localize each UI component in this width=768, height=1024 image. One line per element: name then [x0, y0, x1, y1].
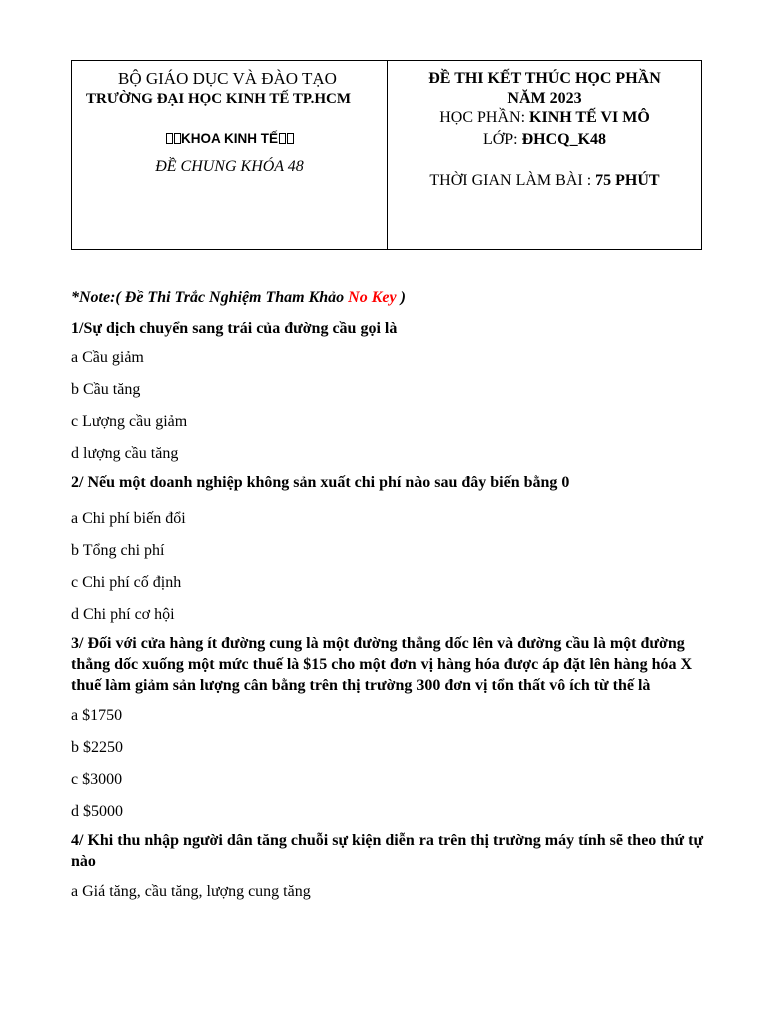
university-name: TRƯỜNG ĐẠI HỌC KINH TẾ TP.HCM — [86, 91, 352, 107]
answer-option: d lượng cầu tăng — [71, 445, 179, 462]
course-label: HỌC PHẦN: — [439, 109, 530, 126]
answer-option: c Lượng cầu giảm — [71, 413, 188, 430]
class-value: ĐHCQ_K48 — [521, 131, 607, 148]
common-exam-label: ĐỀ CHUNG KHÓA 48 — [155, 158, 304, 175]
missing-glyph-icon — [166, 133, 173, 144]
course-value: KINH TẾ VI MÔ — [529, 109, 650, 126]
faculty-name — [72, 131, 387, 146]
question-1: 1/Sự dịch chuyển sang trái của đường cầu gọi là — [71, 320, 398, 337]
exam-title-text: ĐỀ THI KẾT THÚC HỌC PHẦN NĂM 2023 — [428, 70, 661, 107]
missing-glyph-icon — [174, 133, 181, 144]
answer-option: c Chi phí cố định — [71, 574, 182, 591]
answer-option: a Cầu giảm — [71, 349, 144, 366]
exam-title — [388, 69, 701, 109]
answer-option: b $2250 — [71, 739, 123, 756]
note-prefix: *Note:( Đề Thi Trắc Nghiệm Tham Khảo — [71, 289, 349, 306]
time-value: 75 PHÚT — [595, 172, 660, 189]
time-line — [388, 172, 701, 190]
question-2: 2/ Nếu một doanh nghiệp không sản xuất chi phí nào sau đây biến bằng 0 — [71, 474, 570, 491]
answer-option: c $3000 — [71, 771, 123, 788]
answer-option: d Chi phí cơ hội — [71, 606, 175, 623]
faculty-label: KHOA KINH TẾ — [181, 131, 278, 146]
class-line — [388, 131, 701, 149]
class-label: LỚP: — [482, 131, 522, 148]
course-line — [388, 109, 701, 127]
note-line — [71, 289, 711, 307]
question-4: 4/ Khi thu nhập người dân tăng chuỗi sự kiện diễn ra trên thị trường máy tính sẽ theo thứ tự nào — [71, 832, 704, 870]
answer-option: b Cầu tăng — [71, 381, 141, 398]
time-label: THỜI GIAN LÀM BÀI : — [429, 172, 596, 189]
header-table — [71, 60, 702, 250]
note-highlight: No Key — [348, 289, 397, 306]
header-left-cell — [72, 61, 388, 249]
ministry-name: BỘ GIÁO DỤC VÀ ĐÀO TẠO — [118, 69, 337, 88]
exam-content — [71, 289, 711, 914]
answer-option: a Giá tăng, cầu tăng, lượng cung tăng — [71, 883, 311, 900]
missing-glyph-icon — [279, 133, 286, 144]
question-3: 3/ Đối với cửa hàng ít đường cung là một đường thẳng dốc lên và đường cầu là một đường thẳng dốc xuống một mức thuế là $15 cho một đơn vị hàng hóa được áp đặt lên hàng hóa X thuế làm giảm sản lượng cân bằng trên thị trường 300 đơn vị tổn thất vô ích từ thế là — [71, 635, 693, 694]
answer-option: d $5000 — [71, 803, 123, 820]
header-right-cell — [388, 61, 701, 249]
missing-glyph-icon — [287, 133, 294, 144]
answer-option: a $1750 — [71, 707, 123, 724]
note-suffix: ) — [396, 289, 406, 306]
answer-option: a Chi phí biến đổi — [71, 510, 186, 527]
answer-option: b Tổng chi phí — [71, 542, 165, 559]
